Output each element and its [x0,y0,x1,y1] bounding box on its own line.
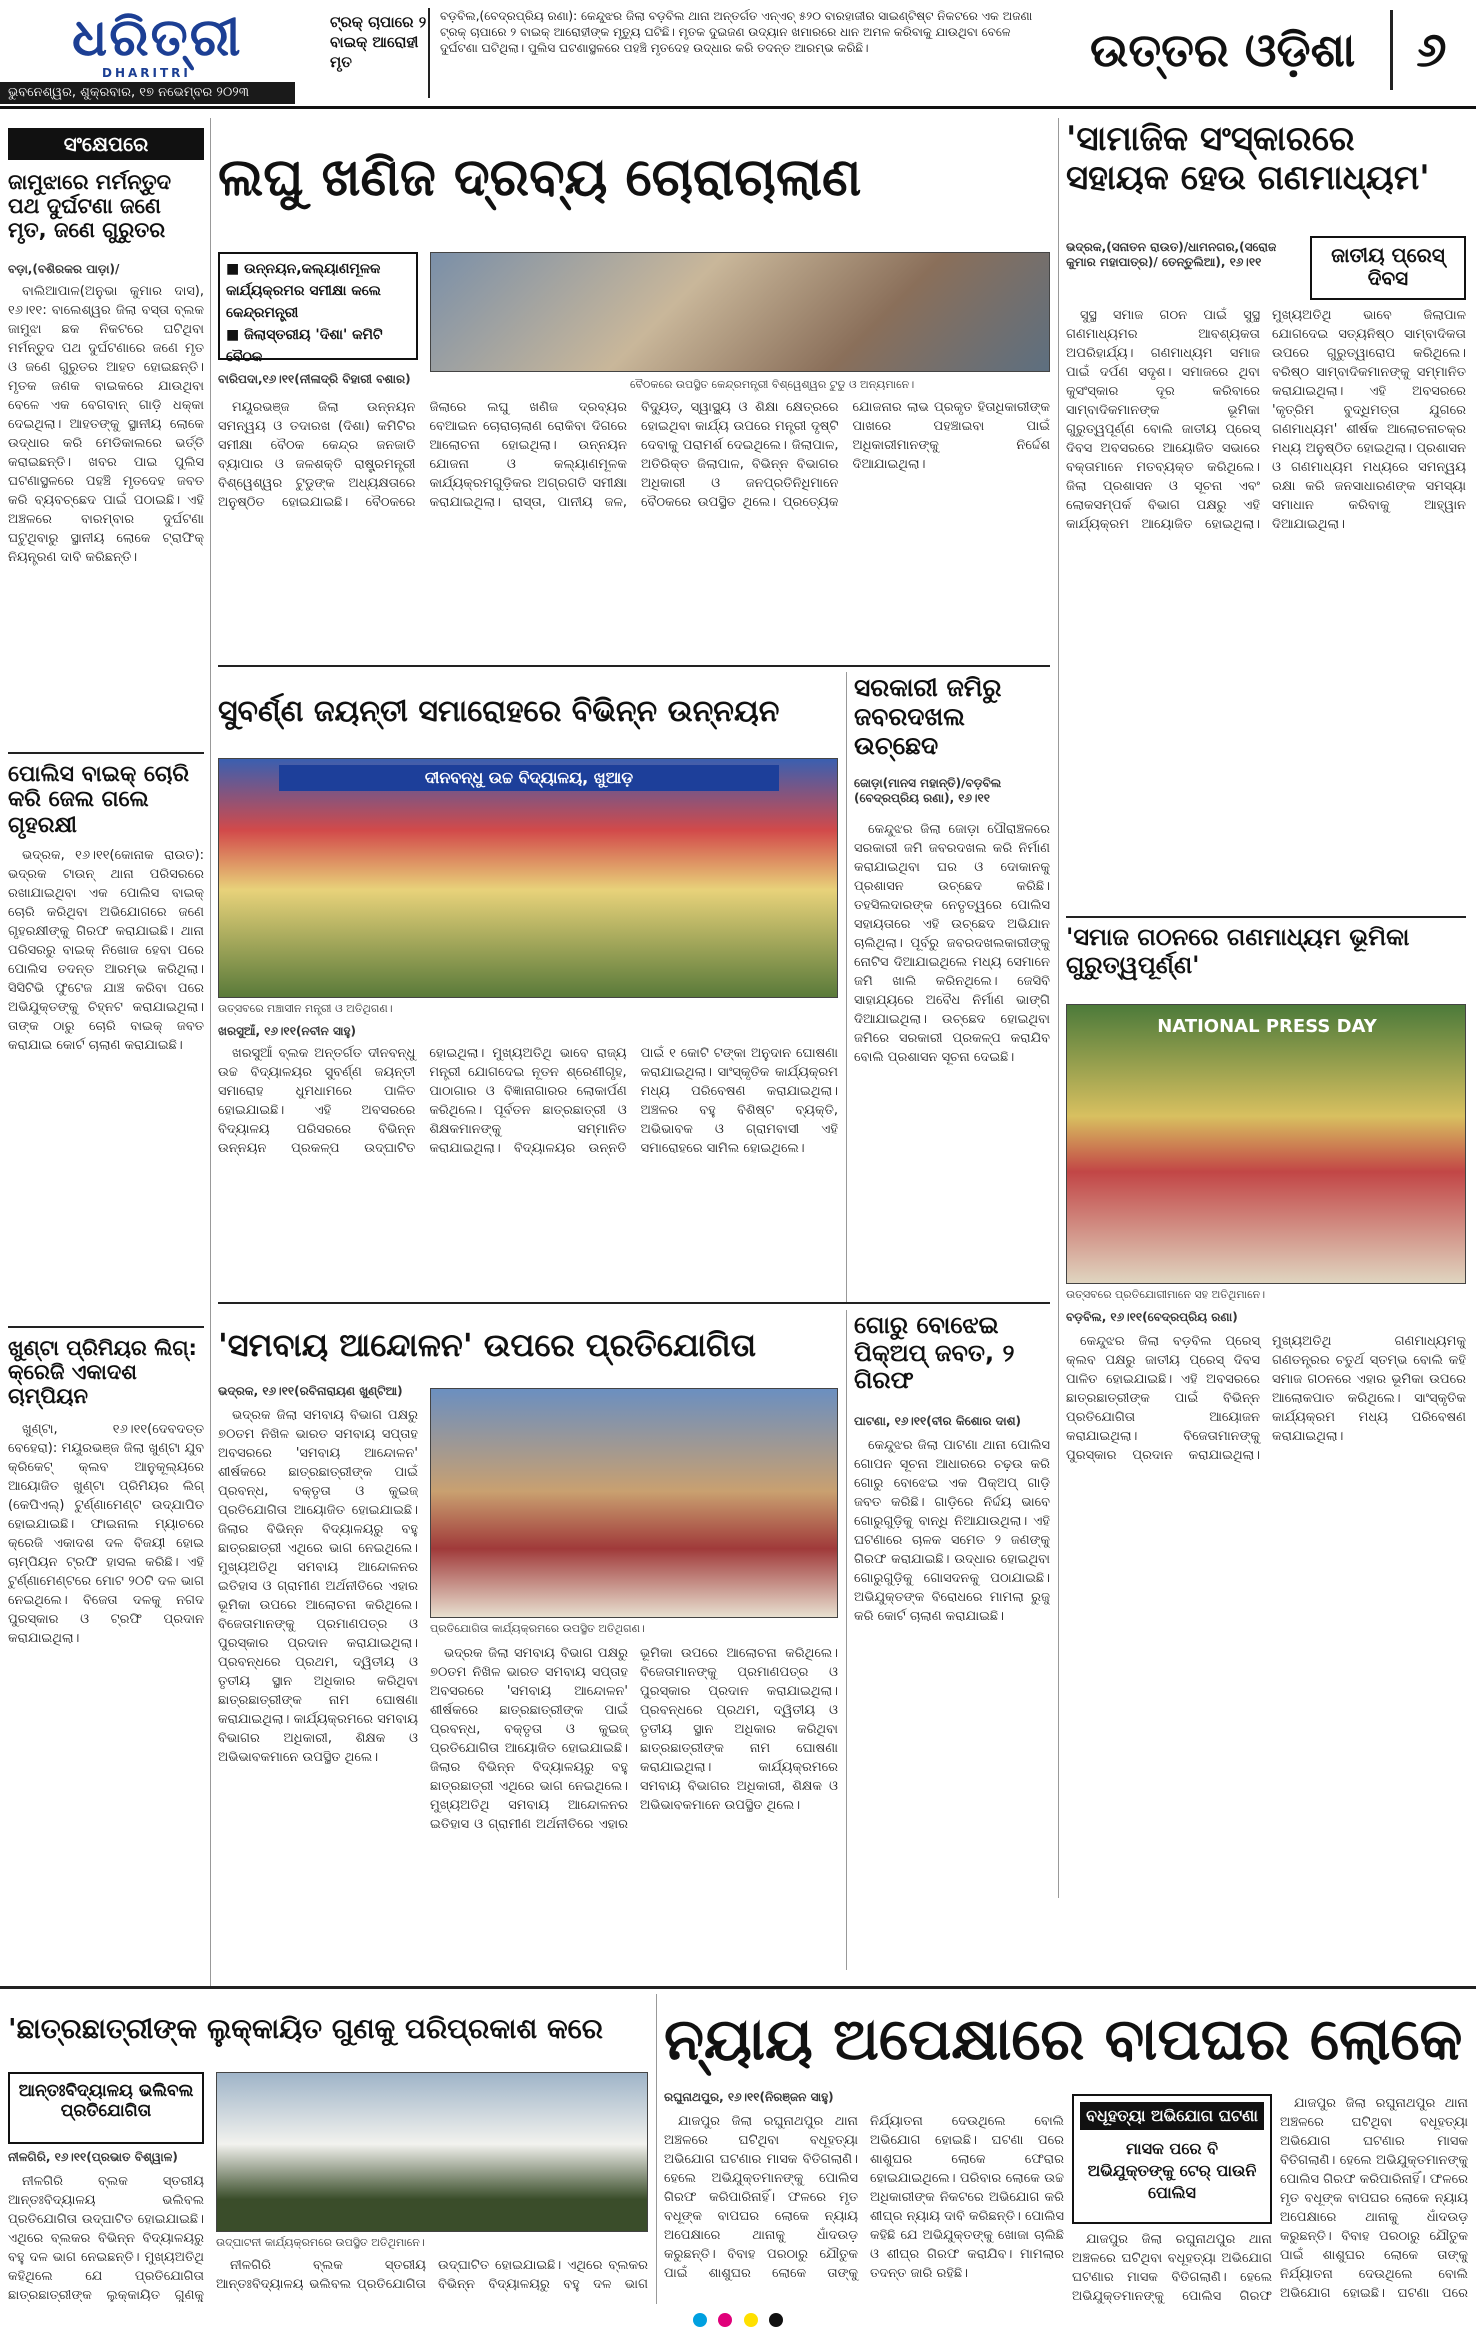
registration-mark [769,2313,783,2327]
brief-text [8,282,204,742]
press-text [1066,306,1466,906]
divider [218,665,1050,667]
justice-text-c [1280,2094,1468,2304]
media-banner: NATIONAL PRESS DAY [1157,1016,1377,1037]
talent-photo [216,2072,648,2232]
masthead-rule [0,106,1476,109]
justice-paragraph: ଯାଜପୁର ଜିଲା ରଘୁନାଥପୁର ଥାନା ଅଞ୍ଚଳରେ ଘଟିଥିବା ବଧୂହତ୍ୟା ଅଭିଯୋଗ ଘଟଣାର ମାସକ ବିତିଗଲାଣି। ହେଲେ ଅଭିଯୁକ୍ତମାନଙ୍କୁ ପୋଲିସ ଗିରଫ କରିପାରିନାହିଁ। ଫଳରେ ମୃତ ବଧୂଙ୍କ ବାପଘର ଲୋକେ ନ୍ୟାୟ ଅପେକ୍ଷାରେ ଥାନାକୁ ଧାଁଦଉଡ଼ କରୁଛନ୍ତି। ବିବାହ ପରଠାରୁ ଯୌତୁକ ପାଇଁ ଶାଶୁଘର ଲୋକେ ତାଙ୍କୁ ନିର୍ଯ୍ୟାତନା ଦେଉଥିଲେ ବୋଲି ଅଭିଯୋଗ ହୋଇଛି। ଘଟଣା ପରେ [1280,2096,1468,2301]
brief-tag: ସଂକ୍ଷେପରେ [8,128,204,160]
divider [0,1986,1476,1989]
cattle-headline: ଗୋରୁ ବୋଝେଇ ପିକ୍‌ଅପ୍ ଜବତ, ୨ ଗିରଫ [854,1312,1015,1395]
talent-caption: ଉଦ୍‌ଘାଟନୀ କାର୍ଯ୍ୟକ୍ରମରେ ଉପସ୍ଥିତ ଅତିଥିମାନେ। [216,2236,425,2249]
justice-byline: ରଘୁନାଥପୁର, ୧୬।୧୧(ନିରଞ୍ଜନ ସାହୁ) [664,2090,834,2104]
justice-tag2: ମାସକ ପରେ ବି ଅଭିଯୁକ୍ତଙ୍କୁ ଟେର୍ ପାଉନି ପୋଲିସ [1087,2139,1257,2202]
talent-paragraph: ନୀଳଗିରି ବ୍ଲକ ସ୍ତରୀୟ ଆନ୍ତଃବିଦ୍ୟାଳୟ ଭଲିବଲ ପ୍ରତିଯୋଗିତା ଉଦ୍‌ଘାଟିତ ହୋଇଯାଇଛି। ଏଥିରେ ବ୍ଲକର ବିଭିନ୍ନ ବିଦ୍ୟାଳୟରୁ ବହୁ ଦଳ ଭାଗ ନେଇଛନ୍ତି। ମୁଖ୍ୟଅତିଥି କହିଥିଲେ ଯେ ପ୍ରତିଯୋଗିତା ଛାତ୍ରଛାତ୍ରୀଙ୍କ ଲୁକ୍କାୟିତ ଗୁଣକୁ [8,2174,204,2302]
justice-headline: ନ୍ୟାୟ ଅପେକ୍ଷାରେ ବାପଘର ଲୋକେ [664,2005,1463,2073]
logo-text: ଧରିତ୍ରୀ [72,8,243,68]
police-headline: ପୋଲିସ ବାଇକ୍ ଚୋରି କରି ଜେଲ ଗଲେ ଗୃହରକ୍ଷୀ [8,762,190,838]
jubilee-banner: ଦୀନବନ୍ଧୁ ଉଚ୍ଚ ବିଦ୍ୟାଳୟ, ଖୁଆଡ଼ [279,765,779,791]
lead-headline: ଲଘୁ ଖଣିଜ ଦ୍ରବ୍ୟ ଚୋରାଚାଲାଣ [218,148,862,208]
talent-text-b [216,2256,648,2306]
jubilee-headline: ସୁବର୍ଣ୍ଣ ଜୟନ୍ତୀ ସମାରୋହରେ ବିଭିନ୍ନ ଉନ୍ନୟନ [218,694,780,729]
media-photo [1066,1004,1466,1284]
dateline: ଭୁବନେଶ୍ୱର, ଶୁକ୍ରବାର, ୧୭ ନଭେମ୍ବର ୨୦୨୩ [0,82,295,104]
coop-headline: 'ସମବାୟ ଆନ୍ଦୋଳନ' ଉପରେ ପ୍ରତିଯୋଗିତା [218,1326,757,1364]
brief-byline: ବଡ଼ା,(ବଶିରକର ପାଡ଼ା)/ [8,262,120,276]
justice-tag1: ବଧୂହତ୍ୟା ଅଭିଯୋଗ ଘଟଣା [1080,2102,1264,2130]
media-paragraph: କେନ୍ଦୁଝର ଜିଲା ବଡ଼ବିଲ ପ୍ରେସ୍ କ୍ଲବ ପକ୍ଷରୁ ଜାତୀୟ ପ୍ରେସ୍ ଦିବସ ପାଳିତ ହୋଇଯାଇଛି। ଏହି ଅବସରରେ ଛାତ୍ରଛାତ୍ରୀଙ୍କ ପାଇଁ ବିଭିନ୍ନ ପ୍ରତିଯୋଗିତା ଆୟୋଜନ କରାଯାଇଥିଲା। ବିଜେତାମାନଙ୍କୁ ପୁରସ୍କାର ପ୍ରଦାନ କରାଯାଇଥିଲା। ମୁଖ୍ୟଅତିଥି ଗଣମାଧ୍ୟମକୁ ଗଣତନ୍ତ୍ରର ଚତୁର୍ଥ ସ୍ତମ୍ଭ ବୋଲି କହି ସମାଜ ଗଠନରେ ଏହାର ଭୂମିକା ଉପରେ ଆଲୋକପାତ କରିଥିଲେ। ସାଂସ୍କୃତିକ କାର୍ଯ୍ୟକ୍ରମ ମଧ୍ୟ ପରିବେଷଣ କରାଯାଇଥିଲା। [1066,1334,1466,1463]
lead-photo [430,252,1050,372]
column-rule [656,1994,657,2304]
talent-headline: 'ଛାତ୍ରଛାତ୍ରୀଙ୍କ ଲୁକ୍କାୟିତ ଗୁଣକୁ ପରିପ୍ରକାଶ କରେ [8,2012,603,2045]
justice-text-b [1072,2230,1272,2304]
page-number: ୬ [1390,10,1470,90]
cricket-headline: ଖୁଣ୍ଟା ପ୍ରିମିୟର ଲିଗ୍: କ୍ରେଜି ଏକାଦଶ ଚାମ୍ପିୟନ [8,1336,197,1409]
land-byline: ଜୋଡ଼ା(ମାନସ ମହାନ୍ତି)/ବଡ଼ବିଲ (ବେଦ୍ରପ୍ରିୟ ରଣା), ୧୬।୧୧ [854,776,1002,805]
coop-text-b [430,1644,838,1966]
divider [218,1302,1050,1304]
jubilee-byline: ଖରସୁଆଁ, ୧୬।୧୧(ନବୀନ ସାହୁ) [218,1024,356,1038]
coop-text-a [218,1406,418,1966]
column-rule [846,1310,847,1970]
talent-text-a [8,2172,204,2302]
cattle-text [854,1436,1050,1966]
divider [8,752,204,754]
land-text [854,820,1050,1300]
brief-paragraph: ବାଲିଆପାଳ(ଅନୁଭା କୁମାର ଦାସ), ୧୬।୧୧: ବାଲେଶ୍ୱର ଜିଲା ବସ୍ତା ବ୍ଲକ ଜାମୁଝା ଛକ ନିକଟରେ ଘଟିଥିବା ମର୍ମନ୍ତୁଦ ପଥ ଦୁର୍ଘଟଣାରେ ଜଣେ ମୃତ ଓ ଜଣେ ଗୁରୁତର ଆହତ ହୋଇଛନ୍ତି। ମୃତକ ଜଣକ ବାଇକରେ ଯାଉଥିବା ବେଳେ ଏକ ବେଗବାନ୍ ଗାଡ଼ି ଧକ୍କା ଦେଇଥିଲା। ଆହତଙ୍କୁ ସ୍ଥାନୀୟ ଲୋକେ ଉଦ୍ଧାର କରି ମେଡିକାଲରେ ଭର୍ତ୍ତି କରାଇଛନ୍ତି। ଖବର ପାଇ ପୁଲିସ ଘଟଣାସ୍ଥଳରେ ପହଞ୍ଚି ମୃତଦେହ ଜବତ କରି ବ୍ୟବଚ୍ଛେଦ ପାଇଁ ପଠାଇଛି। ଏହି ଅଞ୍ଚଳରେ ବାରମ୍ବାର ଦୁର୍ଘଟଣା ଘଟୁଥିବାରୁ ସ୍ଥାନୀୟ ଲୋକେ ଟ୍ରାଫିକ୍ ନିୟନ୍ତ୍ରଣ ଦାବି କରିଛନ୍ତି। [8,284,204,565]
justice-tagbox [1072,2094,1272,2224]
brief-headline: ଜାମୁଝାରେ ମର୍ମନ୍ତୁଦ ପଥ ଦୁର୍ଘଟଣା ଜଣେ ମୃତ, ଜଣେ ଗୁରୁତର [8,170,172,243]
divider [1066,916,1466,918]
lead-bullet: ■ ଜିଲାସ୍ତରୀୟ 'ଦିଶା' କମିଟି ବୈଠକ [226,324,410,368]
jubilee-paragraph: ଖରସୁଆଁ ବ୍ଲକ ଅନ୍ତର୍ଗତ ଦୀନବନ୍ଧୁ ଉଚ୍ଚ ବିଦ୍ୟାଳୟର ସୁବର୍ଣ୍ଣ ଜୟନ୍ତୀ ସମାରୋହ ଧୁମଧାମରେ ପାଳିତ ହୋଇଯାଇଛି। ଏହି ଅବସରରେ ବିଦ୍ୟାଳୟ ପରିସରରେ ବିଭିନ୍ନ ଉନ୍ନୟନ ପ୍ରକଳ୍ପ ଉଦ୍‌ଘାଟିତ ହୋଇଥିଲା। ମୁଖ୍ୟଅତିଥି ଭାବେ ରାଜ୍ୟ ମନ୍ତ୍ରୀ ଯୋଗଦେଇ ନୂତନ ଶ୍ରେଣୀଗୃହ, ପାଠାଗାର ଓ ବିଜ୍ଞାନାଗାରର ଲୋକାର୍ପଣ କରିଥିଲେ। ପୂର୍ବତନ ଛାତ୍ରଛାତ୍ରୀ ଓ ଶିକ୍ଷକମାନଙ୍କୁ ସମ୍ମାନିତ କରାଯାଇଥିଲା। ବିଦ୍ୟାଳୟର ଉନ୍ନତି ପାଇଁ ୧ କୋଟି ଟଙ୍କା ଅନୁଦାନ ଘୋଷଣା କରାଯାଇଥିଲା। ସାଂସ୍କୃତିକ କାର୍ଯ୍ୟକ୍ରମ ମଧ୍ୟ ପରିବେଷଣ କରାଯାଇଥିଲା। ଅଞ୍ଚଳର ବହୁ ବିଶିଷ୍ଟ ବ୍ୟକ୍ତି, ଅଭିଭାବକ ଓ ଗ୍ରାମବାସୀ ଏହି ସମାରୋହରେ ସାମିଲ ହୋଇଥିଲେ। [218,1046,838,1156]
lead-byline: ବାରିପଦା,୧୬।୧୧(ନୀଳାଦ୍ରି ବିହାରୀ ବଶାର) [218,372,411,386]
lead-bullet: ■ ଉନ୍ନୟନ,କଲ୍ୟାଣମୂଳକ କାର୍ଯ୍ୟକ୍ରମର ସମୀକ୍ଷା କଲେ କେନ୍ଦ୍ରମନ୍ତ୍ରୀ [226,258,410,324]
top-teaser-title: ଟ୍ରକ୍ ଚାପାରେ ୨ ବାଇକ୍ ଆରୋହୀ ମୃତ [330,8,430,98]
talent-paragraph: ନୀଳଗିରି ବ୍ଲକ ସ୍ତରୀୟ ଆନ୍ତଃବିଦ୍ୟାଳୟ ଭଲିବଲ ପ୍ରତିଯୋଗିତା ଉଦ୍‌ଘାଟିତ ହୋଇଯାଇଛି। ଏଥିରେ ବ୍ଲକର ବିଭିନ୍ନ ବିଦ୍ୟାଳୟରୁ ବହୁ ଦଳ ଭାଗ [216,2258,648,2292]
registration-mark [718,2313,732,2327]
press-paragraph: ସୁସ୍ଥ ସମାଜ ଗଠନ ପାଇଁ ସୁସ୍ଥ ଗଣମାଧ୍ୟମର ଆବଶ୍ୟକତା ଅପରିହାର୍ଯ୍ୟ। ଗଣମାଧ୍ୟମ ସମାଜ ପାଇଁ ଦର୍ପଣ ସଦୃଶ। ସମାଜରେ ଥିବା କୁସଂସ୍କାର ଦୂର କରିବାରେ ସାମ୍ବାଦିକମାନଙ୍କ ଭୂମିକା ଗୁରୁତ୍ୱପୂର୍ଣ୍ଣ ବୋଲି ଜାତୀୟ ପ୍ରେସ୍ ଦିବସ ଅବସରରେ ଆୟୋଜିତ ସଭାରେ ବକ୍ତାମାନେ ମତବ୍ୟକ୍ତ କରିଥିଲେ। ଜିଲା ପ୍ରଶାସନ ଓ ସୂଚନା ଏବଂ ଲୋକସମ୍ପର୍କ ବିଭାଗ ପକ୍ଷରୁ ଏହି କାର୍ଯ୍ୟକ୍ରମ ଆୟୋଜିତ ହୋଇଥିଲା। ମୁଖ୍ୟଅତିଥି ଭାବେ ଜିଲାପାଳ ଯୋଗଦେଇ ସତ୍ୟନିଷ୍ଠ ସାମ୍ବାଦିକତା ଉପରେ ଗୁରୁତ୍ୱାରୋପ କରିଥିଲେ। ବରିଷ୍ଠ ସାମ୍ବାଦିକମାନଙ୍କୁ ସମ୍ମାନିତ କରାଯାଇଥିଲା। ଏହି ଅବସରରେ 'କୃତ୍ରିମ ବୁଦ୍ଧିମତ୍ତା ଯୁଗରେ ଗଣମାଧ୍ୟମ' ଶୀର୍ଷକ ଆଲୋଚନାଚକ୍ର ମଧ୍ୟ ଅନୁଷ୍ଠିତ ହୋଇଥିଲା। ପ୍ରଶାସନ ଓ ଗଣମାଧ୍ୟମ ମଧ୍ୟରେ ସମନ୍ୱୟ ରକ୍ଷା କରି ଜନସାଧାରଣଙ୍କ ସମସ୍ୟା ସମାଧାନ କରିବାକୁ ଆହ୍ୱାନ ଦିଆଯାଇଥିଲା। [1066,308,1466,532]
press-byline: ଭଦ୍ରକ,(ସନାତନ ରାଉତ)/ଧାମନଗର,(ସରୋଜ କୁମାର ମହାପାତ୍ର)/ ତେନ୍ତୁଲିଆ), ୧୬।୧୧ [1066,240,1277,269]
print-marks [0,2312,1476,2339]
press-tag: ଜାତୀୟ ପ୍ରେସ୍ ଦିବସ [1310,236,1466,300]
jubilee-caption: ଉତ୍ସବରେ ମଞ୍ଚାସୀନ ମନ୍ତ୍ରୀ ଓ ଅତିଥିଗଣ। [218,1002,393,1015]
media-byline: ବଡ଼ବିଲ, ୧୬।୧୧(ବେଦ୍ରପ୍ରିୟ ରଣା) [1066,1310,1238,1324]
press-headline: 'ସାମାଜିକ ସଂସ୍କାରରେ ସହାୟକ ହେଉ ଗଣମାଧ୍ୟମ' [1066,120,1430,199]
column-rule [1058,118,1059,1898]
coop-byline: ଭଦ୍ରକ, ୧୬।୧୧(ରବିନାରାୟଣ ଖୁଣ୍ଟିଆ) [218,1384,403,1398]
cricket-text [8,1420,204,1980]
cattle-paragraph: କେନ୍ଦୁଝର ଜିଲା ପାଟଣା ଥାନା ପୋଲିସ ଗୋପନ ସୂଚନା ଆଧାରରେ ଚଢ଼ଉ କରି ଗୋରୁ ବୋଝେଇ ଏକ ପିକ୍‌ଅପ୍ ଗାଡ଼ି ଜବତ କରିଛି। ଗାଡ଼ିରେ ନିର୍ଦ୍ଦୟ ଭାବେ ଗୋରୁଗୁଡ଼ିକୁ ବାନ୍ଧି ନିଆଯାଉଥିଲା। ଏହି ଘଟଣାରେ ଚାଳକ ସମେତ ୨ ଜଣଙ୍କୁ ଗିରଫ କରାଯାଇଛି। ଉଦ୍ଧାର ହୋଇଥିବା ଗୋରୁଗୁଡ଼ିକୁ ଗୋସଦନକୁ ପଠାଯାଇଛି। ଅଭିଯୁକ୍ତଙ୍କ ବିରୋଧରେ ମାମଲା ରୁଜୁ କରି କୋର୍ଟ ଚାଲାଣ କରାଯାଇଛି। [854,1438,1050,1624]
coop-paragraph: ଭଦ୍ରକ ଜିଲା ସମବାୟ ବିଭାଗ ପକ୍ଷରୁ ୭୦ତମ ନିଖିଳ ଭାରତ ସମବାୟ ସପ୍ତାହ ଅବସରରେ 'ସମବାୟ ଆନ୍ଦୋଳନ' ଶୀର୍ଷକରେ ଛାତ୍ରଛାତ୍ରୀଙ୍କ ପାଇଁ ପ୍ରବନ୍ଧ, ବକ୍ତୃତା ଓ କୁଇଜ୍ ପ୍ରତିଯୋଗିତା ଆୟୋଜିତ ହୋଇଯାଇଛି। ଜିଲାର ବିଭିନ୍ନ ବିଦ୍ୟାଳୟରୁ ବହୁ ଛାତ୍ରଛାତ୍ରୀ ଏଥିରେ ଭାଗ ନେଇଥିଲେ। ମୁଖ୍ୟଅତିଥି ସମବାୟ ଆନ୍ଦୋଳନର ଇତିହାସ ଓ ଗ୍ରାମୀଣ ଅର୍ଥନୀତିରେ ଏହାର ଭୂମିକା ଉପରେ ଆଲୋଚନା କରିଥିଲେ। ବିଜେତାମାନଙ୍କୁ ପ୍ରମାଣପତ୍ର ଓ ପୁରସ୍କାର ପ୍ରଦାନ କରାଯାଇଥିଲା। ପ୍ରବନ୍ଧରେ ପ୍ରଥମ, ଦ୍ୱିତୀୟ ଓ ତୃତୀୟ ସ୍ଥାନ ଅଧିକାର କରିଥିବା ଛାତ୍ରଛାତ୍ରୀଙ୍କ ନାମ ଘୋଷଣା କରାଯାଇଥିଲା। କାର୍ଯ୍ୟକ୍ରମରେ ସମବାୟ ବିଭାଗର ଅଧିକାରୀ, ଶିକ୍ଷକ ଓ ଅଭିଭାବକମାନେ ଉପସ୍ଥିତ ଥିଲେ। [218,1408,418,1765]
lead-paragraph: ମୟୂରଭଞ୍ଜ ଜିଲା ଉନ୍ନୟନ ସମନ୍ୱୟ ଓ ତଦାରଖ (ଦିଶା) କମିଟିର ସମୀକ୍ଷା ବୈଠକ କେନ୍ଦ୍ର ଜନଜାତି ବ୍ୟାପାର ଓ ଜଳଶକ୍ତି ରାଷ୍ଟ୍ରମନ୍ତ୍ରୀ ବିଶ୍ୱେଶ୍ୱର ଟୁଡୁଙ୍କ ଅଧ୍ୟକ୍ଷତାରେ ଅନୁଷ୍ଠିତ ହୋଇଯାଇଛି। ବୈଠକରେ ଜିଲାରେ ଲଘୁ ଖଣିଜ ଦ୍ରବ୍ୟର ବେଆଇନ ଚୋରାଚାଲାଣ ରୋକିବା ଦିଗରେ ଆଲୋଚନା ହୋଇଥିଲା। ଉନ୍ନୟନ ଯୋଜନା ଓ କଲ୍ୟାଣମୂଳକ କାର୍ଯ୍ୟକ୍ରମଗୁଡ଼ିକର ଅଗ୍ରଗତି ସମୀକ୍ଷା କରାଯାଇଥିଲା। ରାସ୍ତା, ପାନୀୟ ଜଳ, ବିଦ୍ୟୁତ୍, ସ୍ୱାସ୍ଥ୍ୟ ଓ ଶିକ୍ଷା କ୍ଷେତ୍ରରେ ହୋଇଥିବା କାର୍ଯ୍ୟ ଉପରେ ମନ୍ତ୍ରୀ ଦୃଷ୍ଟି ଦେବାକୁ ପରାମର୍ଶ ଦେଇଥିଲେ। ଜିଲାପାଳ, ଅତିରିକ୍ତ ଜିଲାପାଳ, ବିଭିନ୍ନ ବିଭାଗର ଅଧିକାରୀ ଓ ଜନପ୍ରତିନିଧିମାନେ ବୈଠକରେ ଉପସ୍ଥିତ ଥିଲେ। ପ୍ରତ୍ୟେକ ଯୋଜନାର ଲାଭ ପ୍ରକୃତ ହିତାଧିକାରୀଙ୍କ ପାଖରେ ପହଞ୍ଚାଇବା ପାଇଁ ଅଧିକାରୀମାନଙ୍କୁ ନିର୍ଦ୍ଦେଶ ଦିଆଯାଇଥିଲା। [218,400,1050,510]
section-title: ଉତ୍ତର ଓଡ଼ିଶା [1090,23,1356,77]
media-caption: ଉତ୍ସବରେ ପ୍ରତିଯୋଗୀମାନେ ସହ ଅତିଥିମାନେ। [1066,1288,1266,1301]
justice-text-a [664,2112,1064,2304]
logo-subtext: DHARITRI [102,66,191,80]
talent-tag: ଆନ୍ତଃବିଦ୍ୟାଳୟ ଭଲିବଲ ପ୍ରତିଯୋଗିତା [8,2072,204,2144]
police-text [8,846,204,1316]
lead-text [218,398,1050,658]
column-rule [846,672,847,1302]
justice-paragraph: ଯାଜପୁର ଜିଲା ରଘୁନାଥପୁର ଥାନା ଅଞ୍ଚଳରେ ଘଟିଥିବା ବଧୂହତ୍ୟା ଅଭିଯୋଗ ଘଟଣାର ମାସକ ବିତିଗଲାଣି। ହେଲେ ଅଭିଯୁକ୍ତମାନଙ୍କୁ ପୋଲିସ ଗିରଫ [1072,2232,1272,2304]
cricket-paragraph: ଖୁଣ୍ଟା, ୧୬।୧୧(ଦେବଦତ୍ତ ବେହେରା): ମୟୂରଭଞ୍ଜ ଜିଲା ଖୁଣ୍ଟା ଯୁବ କ୍ରିକେଟ୍ କ୍ଲବ ଆନୁକୂଲ୍ୟରେ ଆୟୋଜିତ ଖୁଣ୍ଟା ପ୍ରିମିୟର ଲିଗ୍ (କେପିଏଲ୍) ଟୁର୍ଣ୍ଣାମେଣ୍ଟ ଉଦ୍‌ଯାପିତ ହୋଇଯାଇଛି। ଫାଇନାଲ ମ୍ୟାଚରେ କ୍ରେଜି ଏକାଦଶ ଦଳ ବିଜୟୀ ହୋଇ ଚାମ୍ପିୟନ ଟ୍ରଫି ହାସଲ କରିଛି। ଏହି ଟୁର୍ଣ୍ଣାମେଣ୍ଟରେ ମୋଟ ୨୦ଟି ଦଳ ଭାଗ ନେଇଥିଲେ। ବିଜେତା ଦଳକୁ ନଗଦ ପୁରସ୍କାର ଓ ଟ୍ରଫି ପ୍ରଦାନ କରାଯାଇଥିଲା। [8,1422,204,1646]
coop-caption: ପ୍ରତିଯୋଗିତା କାର୍ଯ୍ୟକ୍ରମରେ ଉପସ୍ଥିତ ଅତିଥିଗଣ। [430,1622,645,1635]
coop-photo [430,1388,838,1618]
land-paragraph: କେନ୍ଦୁଝର ଜିଲା ଜୋଡ଼ା ପୌରାଞ୍ଚଳରେ ସରକାରୀ ଜମି ଜବରଦଖଲ କରି ନିର୍ମାଣ କରାଯାଇଥିବା ଘର ଓ ଦୋକାନକୁ ପ୍ରଶାସନ ଉଚ୍ଛେଦ କରିଛି। ତହସିଲଦାରଙ୍କ ନେତୃତ୍ୱରେ ପୋଲିସ ସହାୟତାରେ ଏହି ଉଚ୍ଛେଦ ଅଭିଯାନ ଚାଲିଥିଲା। ପୂର୍ବରୁ ଜବରଦଖଲକାରୀଙ୍କୁ ନୋଟିସ ଦିଆଯାଇଥିଲେ ମଧ୍ୟ ସେମାନେ ଜମି ଖାଲି କରିନଥିଲେ। ଜେସିବି ସାହାଯ୍ୟରେ ଅବୈଧ ନିର୍ମାଣ ଭାଙ୍ଗି ଦିଆଯାଇଥିଲା। ଉଚ୍ଛେଦ ହୋଇଥିବା ଜମିରେ ସରକାରୀ ପ୍ରକଳ୍ପ କରାଯିବ ବୋଲି ପ୍ରଶାସନ ସୂଚନା ଦେଇଛି। [854,822,1050,1065]
coop-paragraph: ଭଦ୍ରକ ଜିଲା ସମବାୟ ବିଭାଗ ପକ୍ଷରୁ ୭୦ତମ ନିଖିଳ ଭାରତ ସମବାୟ ସପ୍ତାହ ଅବସରରେ 'ସମବାୟ ଆନ୍ଦୋଳନ' ଶୀର୍ଷକରେ ଛାତ୍ରଛାତ୍ରୀଙ୍କ ପାଇଁ ପ୍ରବନ୍ଧ, ବକ୍ତୃତା ଓ କୁଇଜ୍ ପ୍ରତିଯୋଗିତା ଆୟୋଜିତ ହୋଇଯାଇଛି। ଜିଲାର ବିଭିନ୍ନ ବିଦ୍ୟାଳୟରୁ ବହୁ ଛାତ୍ରଛାତ୍ରୀ ଏଥିରେ ଭାଗ ନେଇଥିଲେ। ମୁଖ୍ୟଅତିଥି ସମବାୟ ଆନ୍ଦୋଳନର ଇତିହାସ ଓ ଗ୍ରାମୀଣ ଅର୍ଥନୀତିରେ ଏହାର ଭୂମିକା ଉପରେ ଆଲୋଚନା କରିଥିଲେ। ବିଜେତାମାନଙ୍କୁ ପ୍ରମାଣପତ୍ର ଓ ପୁରସ୍କାର ପ୍ରଦାନ କରାଯାଇଥିଲା। ପ୍ରବନ୍ଧରେ ପ୍ରଥମ, ଦ୍ୱିତୀୟ ଓ ତୃତୀୟ ସ୍ଥାନ ଅଧିକାର କରିଥିବା ଛାତ୍ରଛାତ୍ରୀଙ୍କ ନାମ ଘୋଷଣା କରାଯାଇଥିଲା। କାର୍ଯ୍ୟକ୍ରମରେ ସମବାୟ ବିଭାଗର ଅଧିକାରୀ, ଶିକ୍ଷକ ଓ ଅଭିଭାବକମାନେ ଉପସ୍ଥିତ ଥିଲେ। [430,1646,838,1832]
registration-mark [744,2313,758,2327]
media-headline: 'ସମାଜ ଗଠନରେ ଗଣମାଧ୍ୟମ ଭୂମିକା ଗୁରୁତ୍ୱପୂର୍ଣ୍ଣ' [1066,924,1410,979]
justice-paragraph: ଯାଜପୁର ଜିଲା ରଘୁନାଥପୁର ଥାନା ଅଞ୍ଚଳରେ ଘଟିଥିବା ବଧୂହତ୍ୟା ଅଭିଯୋଗ ଘଟଣାର ମାସକ ବିତିଗଲାଣି। ହେଲେ ଅଭିଯୁକ୍ତମାନଙ୍କୁ ପୋଲିସ ଗିରଫ କରିପାରିନାହିଁ। ଫଳରେ ମୃତ ବଧୂଙ୍କ ବାପଘର ଲୋକେ ନ୍ୟାୟ ଅପେକ୍ଷାରେ ଥାନାକୁ ଧାଁଦଉଡ଼ କରୁଛନ୍ତି। ବିବାହ ପରଠାରୁ ଯୌତୁକ ପାଇଁ ଶାଶୁଘର ଲୋକେ ତାଙ୍କୁ ନିର୍ଯ୍ୟାତନା ଦେଉଥିଲେ ବୋଲି ଅଭିଯୋଗ ହୋଇଛି। ଘଟଣା ପରେ ଶାଶୁଘର ଲୋକେ ଫେରାର ହୋଇଯାଇଥିଲେ। ପରିବାର ଲୋକେ ଉଚ୍ଚ ଅଧିକାରୀଙ୍କ ନିକଟରେ ଅଭିଯୋଗ କରି ଶୀଘ୍ର ନ୍ୟାୟ ଦାବି କରିଛନ୍ତି। ପୋଲିସ କହିଛି ଯେ ଅଭିଯୁକ୍ତଙ୍କୁ ଖୋଜା ଚାଲିଛି ଓ ଶୀଘ୍ର ଗିରଫ କରାଯିବ। ମାମଲାର ତଦନ୍ତ ଜାରି ରହିଛି। [664,2114,1064,2281]
jubilee-photo [218,758,838,998]
media-text [1066,1332,1466,1892]
divider [8,1326,204,1328]
talent-byline: ନୀଳଗିରି, ୧୬।୧୧(ପ୍ରଭାତ ବିଶ୍ୱାଳ) [8,2150,178,2164]
masthead-logo [72,10,312,84]
cattle-byline: ପାଟଣା, ୧୬।୧୧(ବୀର କିଶୋର ଦାଶ) [854,1414,1022,1428]
top-teaser-text: ବଡ଼ବିଲ,(ବେଦ୍ରପ୍ରିୟ ରଣା): କେନ୍ଦୁଝର ଜିଲା ବଡ଼ବିଲ ଥାନା ଅନ୍ତର୍ଗତ ଏନ୍‌ଏଚ୍ ୫୨୦ ବାରହାଜୀର ସାଇଣ୍ଟିଷ୍ଟ ନିକଟରେ ଏକ ଅଜଣା ଟ୍ରକ୍ ଚାପାରେ ୨ ବାଇକ୍ ଆରୋହୀଙ୍କ ମୃତ୍ୟୁ ଘଟିଛି। ମୃତକ ଦୁଇଜଣ ଉଦ୍ୟାନ ଖମାରରେ ଧାନ ଅମଳ କରିବାକୁ ଯାଉଥିବା ବେଳେ ଦୁର୍ଘଟଣା ଘଟିଥିଲା। ପୁଲିସ ଘଟଣାସ୍ଥଳରେ ପହଞ୍ଚି ମୃତଦେହ ଉଦ୍ଧାର କରି ତଦନ୍ତ ଆରମ୍ଭ କରିଛି। [440,9,1033,55]
lead-bullets [218,252,418,365]
column-rule [210,118,211,1988]
registration-mark [693,2313,707,2327]
lead-caption: ବୈଠକରେ ଉପସ୍ଥିତ କେନ୍ଦ୍ରମନ୍ତ୍ରୀ ବିଶ୍ୱେଶ୍ୱର ଟୁଡୁ ଓ ଅନ୍ୟମାନେ। [630,378,915,391]
police-paragraph: ଭଦ୍ରକ, ୧୬।୧୧(କୋନାକ ରାଉତ): ଭଦ୍ରକ ଟାଉନ୍ ଥାନା ପରିସରରେ ରଖାଯାଇଥିବା ଏକ ପୋଲିସ ବାଇକ୍ ଚୋରି କରିଥିବା ଅଭିଯୋଗରେ ଜଣେ ଗୃହରକ୍ଷୀଙ୍କୁ ଗିରଫ କରାଯାଇଛି। ଥାନା ପରିସରରୁ ବାଇକ୍ ନିଖୋଜ ହେବା ପରେ ପୋଲିସ ତଦନ୍ତ ଆରମ୍ଭ କରିଥିଲା। ସିସିଟିଭି ଫୁଟେଜ ଯାଞ୍ଚ କରିବା ପରେ ଅଭିଯୁକ୍ତଙ୍କୁ ଚିହ୍ନଟ କରାଯାଇଥିଲା। ତାଙ୍କ ଠାରୁ ଚୋରି ବାଇକ୍ ଜବତ କରାଯାଇ କୋର୍ଟ ଚାଲାଣ କରାଯାଇଛି। [8,848,204,1053]
land-headline: ସରକାରୀ ଜମିରୁ ଜବରଦଖଲ ଉଚ୍ଛେଦ [854,674,1002,760]
jubilee-text [218,1044,838,1294]
